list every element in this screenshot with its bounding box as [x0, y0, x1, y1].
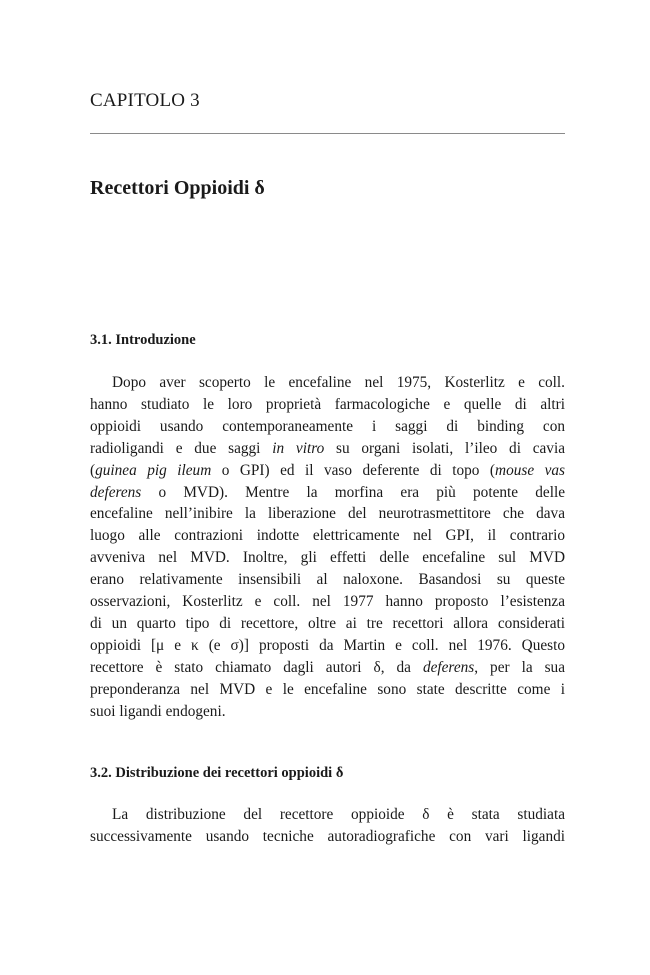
text-line: erano relativamente insensibili al naloxone. Basandosi su queste: [90, 571, 565, 589]
text-line: osservazioni, Kosterlitz e coll. nel 1977 hanno proposto l’esistenza: [90, 593, 565, 611]
text-line: luogo alle contrazioni indotte elettricamente nel GPI, il contrario: [90, 527, 565, 545]
italic-term: guinea pig ileum: [95, 461, 212, 479]
document-page: [90, 0, 565, 975]
section-heading-distribuzione: 3.2. Distribuzione dei recettori oppioidi δ: [90, 765, 344, 781]
text-line: recettore è stato chiamato dagli autori δ, da deferens, per la sua: [90, 658, 565, 676]
text-line: di un quarto tipo di recettore, oltre ai tre recettori allora considerati: [90, 614, 565, 632]
section-heading-introduzione: 3.1. Introduzione: [90, 332, 196, 348]
text-line: deferens o MVD). Mentre la morfina era più potente delle: [90, 483, 565, 501]
text-line: encefaline nell’inibire la liberazione del neurotrasmettitore che dava: [90, 505, 565, 523]
section-paragraph-introduzione: [90, 372, 565, 723]
text-line: oppioidi usando contemporaneamente i saggi di binding con: [90, 417, 565, 435]
text-line: oppioidi [μ e κ (e σ)] proposti da Martin e coll. nel 1976. Questo: [90, 636, 565, 654]
section-paragraph-distribuzione: [90, 804, 565, 848]
italic-term: mouse vas: [495, 461, 565, 479]
text-line: hanno studiato le loro proprietà farmacologiche e quelle di altri: [90, 395, 565, 413]
italic-term: in vitro: [272, 439, 325, 457]
text-line: radioligandi e due saggi in vitro su organi isolati, l’ileo di cavia: [90, 439, 565, 457]
italic-term: deferens: [90, 483, 142, 501]
italic-term: deferens: [422, 658, 475, 676]
text-line: preponderanza nel MVD e le encefaline sono state descritte come i: [90, 680, 565, 698]
text-line: suoi ligandi endogeni.: [90, 702, 226, 720]
text-line: avveniva nel MVD. Inoltre, gli effetti delle encefaline sul MVD: [90, 549, 565, 567]
chapter-label: CAPITOLO 3: [90, 90, 200, 111]
chapter-title: Recettori Oppioidi δ: [90, 177, 265, 199]
text-line: successivamente usando tecniche autoradiografiche con vari ligandi: [90, 827, 565, 845]
text-line: La distribuzione del recettore oppioide δ è stata studiata: [112, 806, 565, 823]
header-divider: [90, 133, 565, 134]
text-line: (guinea pig ileum o GPI) ed il vaso deferente di topo (mouse vas: [90, 461, 565, 479]
text-line: Dopo aver scoperto le encefaline nel 1975, Kosterlitz e coll.: [112, 374, 565, 391]
